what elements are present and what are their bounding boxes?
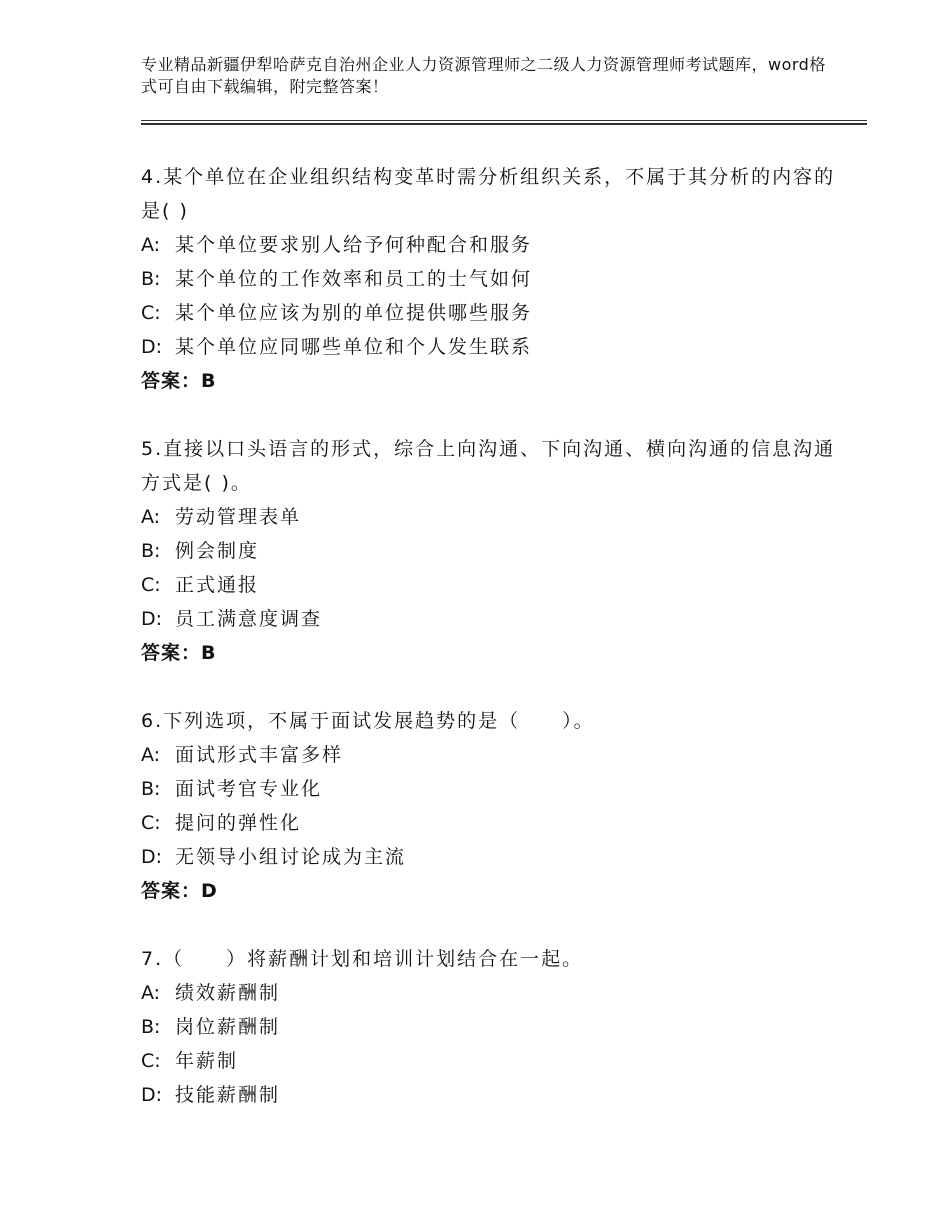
option-letter: A: [141,744,161,766]
option-text: 正式通报 [175,574,260,596]
option-text: 某个单位应同哪些单位和个人发生联系 [175,336,533,358]
option-a [141,228,841,262]
option-text: 绩效薪酬制 [175,982,281,1004]
question-text: 4.某个单位在企业组织结构变革时需分析组织关系，不属于其分析的内容的是( ) [141,166,836,222]
option-c [141,568,841,602]
option-text: 面试形式丰富多样 [175,744,344,766]
option-b [141,1010,841,1044]
option-a [141,976,841,1010]
question-text: 7.（ ）将薪酬计划和培训计划结合在一起。 [141,948,584,970]
question-list [141,160,841,1146]
option-b [141,772,841,806]
question-text: 5.直接以口头语言的形式，综合上向沟通、下向沟通、横向沟通的信息沟通方式是( )。 [141,438,836,494]
option-letter: B: [141,540,161,562]
option-text: 某个单位的工作效率和员工的士气如何 [175,268,533,290]
option-letter: C: [141,302,161,324]
option-d [141,840,841,874]
option-letter: D: [141,336,163,358]
option-text: 某个单位应该为别的单位提供哪些服务 [175,302,533,324]
option-letter: A: [141,506,161,528]
option-letter: D: [141,846,163,868]
option-a [141,500,841,534]
option-text: 技能薪酬制 [175,1084,281,1106]
document-header [141,54,831,98]
question-7 [141,942,841,1112]
option-c [141,296,841,330]
option-letter: B: [141,268,161,290]
option-d [141,330,841,364]
option-c [141,1044,841,1078]
option-b [141,534,841,568]
question-6 [141,704,841,908]
question-4 [141,160,841,398]
header-divider [141,120,867,125]
option-letter: C: [141,1050,161,1072]
option-letter: D: [141,608,163,630]
answer: 答案：B [141,642,217,664]
option-a [141,738,841,772]
option-text: 例会制度 [175,540,260,562]
question-5 [141,432,841,670]
answer: 答案：B [141,370,217,392]
option-letter: D: [141,1084,163,1106]
option-c [141,806,841,840]
option-text: 岗位薪酬制 [175,1016,281,1038]
option-text: 面试考官专业化 [175,778,323,800]
option-d [141,1078,841,1112]
option-letter: C: [141,574,161,596]
option-letter: B: [141,1016,161,1038]
option-text: 提问的弹性化 [175,812,302,834]
option-letter: C: [141,812,161,834]
option-d [141,602,841,636]
option-letter: A: [141,982,161,1004]
option-text: 员工满意度调查 [175,608,323,630]
option-b [141,262,841,296]
option-text: 某个单位要求别人给予何种配合和服务 [175,234,533,256]
option-letter: B: [141,778,161,800]
question-text: 6.下列选项，不属于面试发展趋势的是（ ）。 [141,710,595,732]
option-text: 年薪制 [175,1050,239,1072]
option-text: 无领导小组讨论成为主流 [175,846,407,868]
answer: 答案：D [141,880,218,902]
option-letter: A: [141,234,161,256]
header-title: 专业精品新疆伊犁哈萨克自治州企业人力资源管理师之二级人力资源管理师考试题库，word格式可自由下载编辑，附完整答案！ [141,55,826,96]
option-text: 劳动管理表单 [175,506,302,528]
